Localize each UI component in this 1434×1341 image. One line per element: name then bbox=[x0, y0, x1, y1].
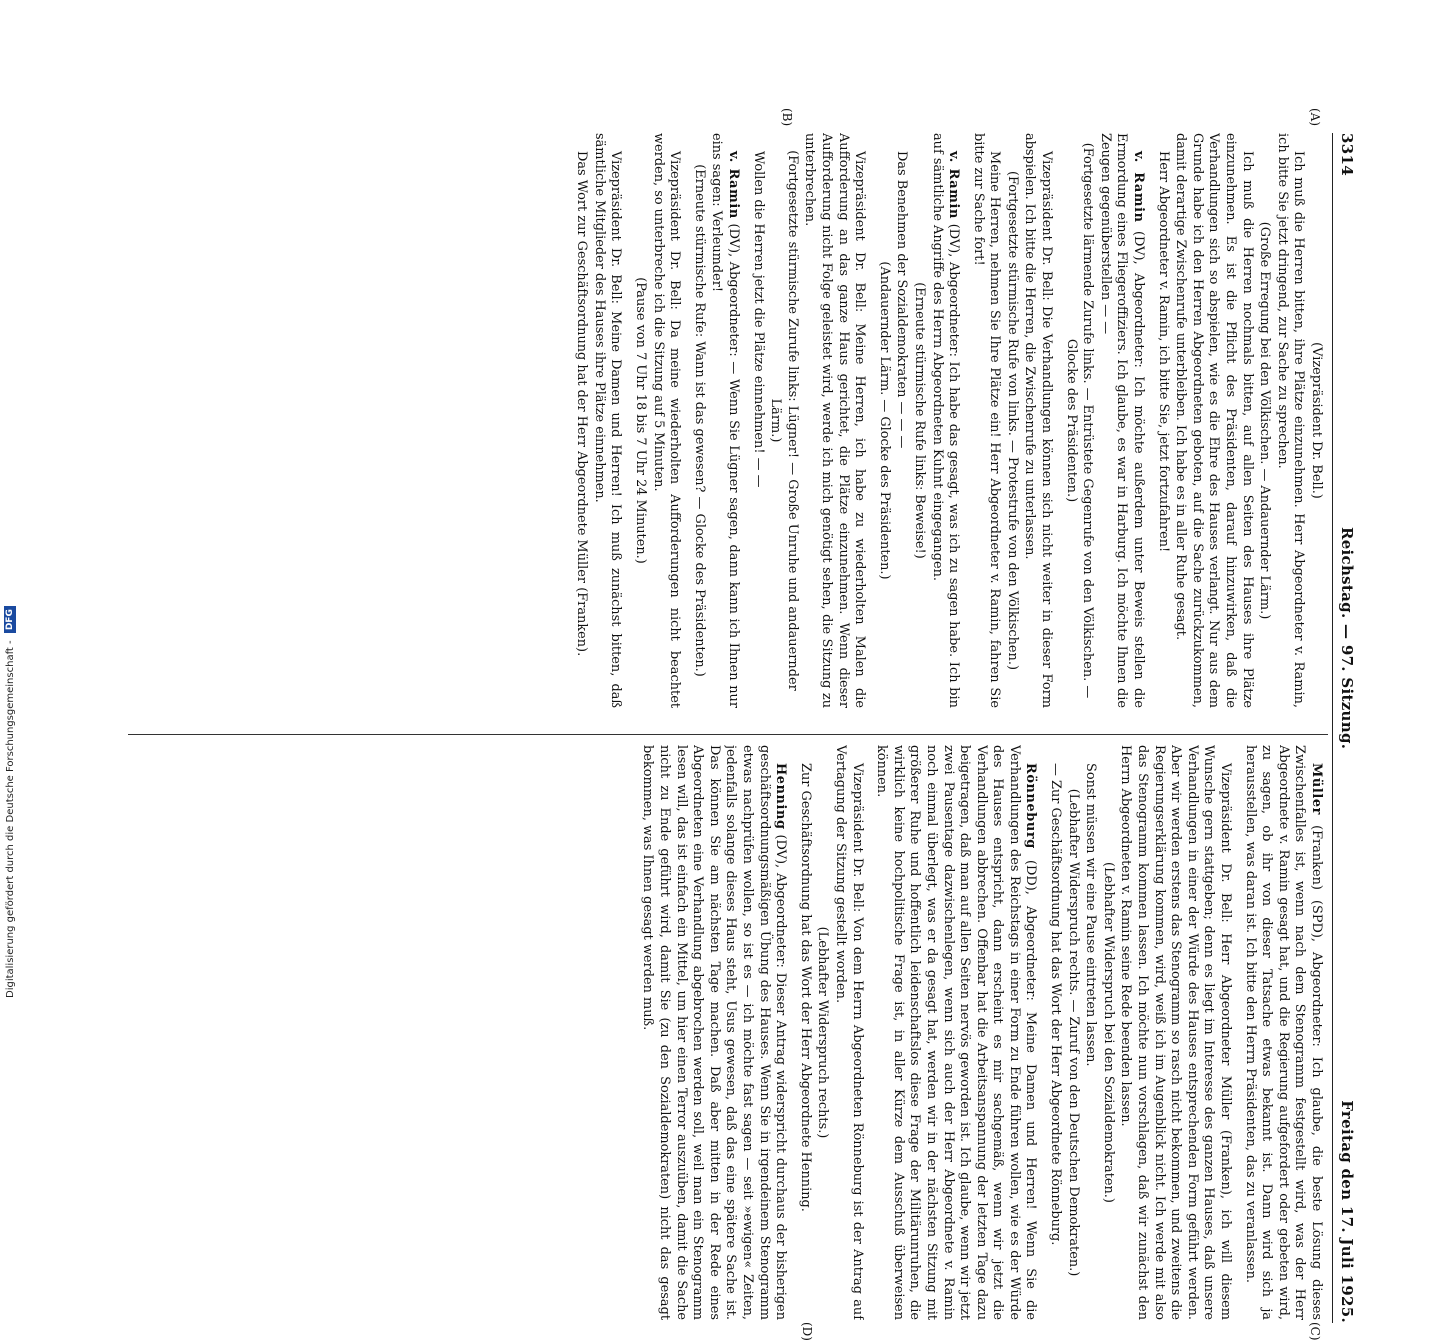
paragraph bbox=[1062, 133, 1095, 708]
paragraph bbox=[1307, 133, 1324, 708]
paragraph-text: Vizepräsident Dr. Bell: Die Verhandlungen können sich nicht weiter in dieser Form abspielen. Ich bitte die Herren, die Zwischenrufe zu unterlassen. bbox=[1022, 133, 1055, 708]
dfg-logo: DFG bbox=[4, 606, 16, 633]
margin-marker-d: (D) bbox=[800, 1322, 814, 1341]
paragraph bbox=[928, 133, 961, 708]
paragraph bbox=[1047, 745, 1064, 1320]
margin-marker-a: (A) bbox=[1308, 108, 1322, 127]
speaker-name: v. Ramin bbox=[946, 151, 962, 219]
paragraph-text: Ich muß die Herren nochmals bitten, auf allen Seiten des Hauses ihre Plätze einzunehmen. Es ist die Pflicht des Präsidenten, darauf hinzuwirken, daß die Verhandlungen sich so abspielen, wie es die Ehre des Hauses verlangt. Nur aus dem Grunde habe ich den Herren Abgeordneten geboten, auf die Sache zurückzukommen, damit derartige Zwischenrufe unterbleiben. Ich habe es in aller Ruhe gesagt. bbox=[1173, 133, 1255, 708]
paragraph bbox=[1117, 745, 1233, 1320]
paragraph-text: (Vizepräsident Dr. Bell.) bbox=[1309, 342, 1324, 499]
digitization-credit bbox=[4, 0, 16, 998]
paragraph bbox=[831, 745, 864, 1320]
paragraph-text: Vizepräsident Dr. Bell: Da meine wiederholten Aufforderungen nicht beachtet werden, so unterbreche ich die Sitzung auf 5 Minuten. bbox=[650, 133, 683, 708]
paragraph-text: (Lebhafter Widerspruch bei den Sozialdemokraten.) bbox=[1100, 862, 1116, 1203]
paragraph-text: Meine Herren, nehmen Sie Ihre Plätze ein! Herr Abgeordneter v. Ramin, fahren Sie bitte zur Sache fort! bbox=[970, 133, 1003, 708]
paragraph-text: (DV), Abgeordneter: — Wenn Sie Lügner sagen, dann kann ich Ihnen nur eins sagen: Verleumder! bbox=[709, 133, 741, 708]
left-column bbox=[164, 133, 1324, 708]
paragraph-text: (Andauernder Lärm. — Glocke des Präsidenten.) bbox=[876, 261, 892, 580]
speaker-name: Müller bbox=[1309, 763, 1324, 816]
paragraph-text: (Franken) (SPD), Abgeordneter: Ich glaube, die beste Lösung dieses Zwischenfalles ist, wenn nach dem Stenogramm festgestellt wird, was der Herr Abgeordnete v. Ramin gesagt hat, und die Regierung aufgefordert oder gebeten wird, zu sagen, ob ihr von dieser Tatsache etwas bekannt ist. Dann wird sich ja herausstellen, was daran ist. Ich bitte den Herrn Präsidenten, das zu veranlassen. bbox=[1242, 745, 1324, 1320]
paragraph-text: Zur Geschäftsordnung hat das Wort der Herr Abgeordnete Henning. bbox=[797, 763, 813, 1212]
paragraph-text: (Erneute stürmische Rufe: Wann ist das gewesen? — Glocke des Präsidenten.) bbox=[691, 164, 707, 677]
session-title: Reichstag. — 97. Sitzung. bbox=[1338, 526, 1356, 750]
paragraph-text: (Fortgesetzte stürmische Rufe von links. — Protestrufe von den Völkischen.) bbox=[1004, 171, 1020, 670]
paragraph-text: (DV), Abgeordneter: Ich möchte außerdem unter Beweis stellen die Ermordung eines Fliegeroffiziers. Ich glaube, es war in Harburg. Ich möchte Ihnen die Zeugen gegenüberstellen — — bbox=[1097, 133, 1147, 708]
paragraph-text: Vizepräsident Dr. Bell: Von dem Herrn Abgeordneten Rönneburg ist der Antrag auf Vertagung der Sitzung gestellt worden. bbox=[832, 745, 865, 1320]
paragraph-text: Ich muß die Herren bitten, ihre Plätze einzunehmen. Herr Abgeordneter v. Ramin, ich bitte Sie jetzt dringend, zur Sache zu sprechen. bbox=[1274, 133, 1307, 708]
speaker-name: Rönneburg bbox=[1023, 763, 1039, 849]
margin-marker-c: (C) bbox=[1308, 1322, 1322, 1341]
paragraph bbox=[1064, 745, 1081, 1320]
paragraph-text: Wollen die Herren jetzt die Plätze einnehmen! — — bbox=[750, 151, 766, 488]
speaker-name: v. Ramin bbox=[1131, 151, 1147, 223]
paragraph bbox=[1082, 745, 1099, 1320]
paragraph bbox=[749, 133, 766, 708]
paragraph bbox=[1241, 745, 1324, 1320]
paragraph bbox=[1003, 133, 1020, 708]
paragraph bbox=[1099, 745, 1116, 1320]
paragraph-text: Herr Abgeordneter v. Ramin, ich bitte Sie, jetzt fortzufahren! bbox=[1155, 151, 1171, 553]
credit-text: Digitalisierung gefördert durch die Deutsche Forschungsgemeinschaft - bbox=[5, 640, 16, 998]
paragraph-text: Sonst müssen wir eine Pause eintreten lassen. bbox=[1083, 763, 1099, 1067]
paragraph bbox=[1021, 133, 1054, 708]
paragraph bbox=[873, 745, 1039, 1320]
paragraph bbox=[590, 133, 623, 708]
paragraph bbox=[893, 133, 910, 708]
paragraph-text: (DD), Abgeordneter: Meine Damen und Herren! Wenn Sie die Verhandlungen des Reichstags in einer Form zu Ende führen wollen, wie es der Würde des Hauses entspricht, dann erscheint es mir sachgemäß, wenn wir jetzt die Verhandlungen abbrechen. Offenbar hat die Arbeitsanspannung der letzten Tage dazu beigetragen, daß man auf allen Seiten nervös geworden ist. Ich glaube, wenn wir jetzt zwei Pausentage dazwischenlegen, wenn sich auch der Herr Abgeordnete v. Ramin noch einmal überlegt, was er da gesagt hat, werden wir in der nächsten Sitzung mit größerer Ruhe und hoffentlich leidenschaftslos diese Frage der Militärunruhen, die wirklich keine hochpolitische Frage ist, in aller Kürze dem Ausschuß überweisen können. bbox=[874, 745, 1039, 1320]
paragraph bbox=[875, 133, 892, 708]
paragraph bbox=[1172, 133, 1255, 708]
paragraph-text: — Zur Geschäftsordnung hat das Wort der Herr Abgeordnete Rönneburg. bbox=[1048, 763, 1064, 1246]
paragraph bbox=[1273, 133, 1306, 708]
paragraph bbox=[1096, 133, 1146, 708]
paragraph-text: Das Benehmen der Sozialdemokraten — — — bbox=[894, 151, 910, 449]
paragraph bbox=[1154, 133, 1171, 708]
paragraph bbox=[767, 133, 800, 708]
paragraph-text: Vizepräsident Dr. Bell: Meine Damen und Herren! Ich muß zunächst bitten, daß sämtliche Mitglieder des Hauses ihre Plätze einnehmen. bbox=[591, 133, 624, 708]
paragraph-text: (Lebhafter Widerspruch rechts. — Zuruf von den Deutschen Demokraten.) bbox=[1065, 788, 1081, 1277]
paragraph bbox=[1256, 133, 1273, 708]
paragraph-text: (DV), Abgeordneter: Dieser Antrag widerspricht durchaus der bisherigen geschäftsordnungsmäßigen Übung des Hauses. Wenn Sie in irgendeinem Stenogramm etwas nachprüfen wollen, so ist es — ich möchte fast sagen — seit »ewigen« Zeiten, jedenfalls solange dieses Haus steht, Usus gewesen, daß das eine spätere Sache ist. Das können Sie am nächsten Tage machen. Daß aber mitten in der Rede eines Abgeordneten eine Verhandlung abgebrochen werden soll, weil man ein Stenogramm lesen will, das ist einfach ein Mittel, um hier einen Terror auszuüben, damit die Sache nicht zu Ende geführt wird, damit Sie (zu den Sozialdemokraten) nicht das gesagt bekommen, was Ihnen gesagt werden muß. bbox=[640, 745, 789, 1320]
paragraph bbox=[708, 133, 741, 708]
paragraph bbox=[573, 133, 590, 708]
paragraph-text: (Fortgesetzte stürmische Zurufe links: Lügner! — Große Unruhe und andauernder Lärm.) bbox=[768, 150, 800, 691]
column-divider bbox=[128, 734, 1328, 735]
session-date: Freitag den 17. Juli 1925. bbox=[1338, 1100, 1356, 1323]
paragraph bbox=[969, 133, 1002, 708]
paragraph bbox=[631, 133, 648, 708]
paragraph bbox=[814, 745, 831, 1320]
paragraph bbox=[639, 745, 788, 1320]
paragraph-text: (Lebhafter Widerspruch rechts.) bbox=[815, 926, 831, 1139]
paragraph bbox=[910, 133, 927, 708]
paragraph-text: (Große Erregung bei den Völkischen. — Andauernder Lärm.) bbox=[1257, 221, 1273, 620]
speaker-name: v. Ramin bbox=[726, 151, 741, 219]
paragraph-text: (DV), Abgeordneter: Ich habe das gesagt, was ich zu sagen habe. Ich bin auf sämtliche Angriffe des Herrn Abgeordneten Kuhnt eingegangen. bbox=[929, 133, 962, 708]
speaker-name: Henning bbox=[773, 763, 789, 830]
right-column bbox=[164, 745, 1324, 1320]
page-number: 3314 bbox=[1338, 133, 1356, 176]
paragraph bbox=[690, 133, 707, 708]
paragraph-text: (Erneute stürmische Rufe links: Beweise!) bbox=[911, 282, 927, 559]
page-header bbox=[1332, 133, 1356, 1323]
margin-marker-b: (B) bbox=[780, 108, 794, 127]
paragraph-text: Vizepräsident Dr. Bell: Meine Herren, ich habe zu wiederholten Malen die Aufforderung an das ganze Haus gerichtet, die Plätze einzunehmen. Wenn dieser Aufforderung nicht Folge geleistet wird, werde ich mich genötigt sehen, die Sitzung zu unterbrechen. bbox=[802, 133, 868, 708]
paragraph-text: (Fortgesetzte lärmende Zurufe links. — Entrüstete Gegenrufe von den Völkischen. — Glocke des Präsidenten.) bbox=[1063, 142, 1096, 699]
paragraph-text: Vizepräsident Dr. Bell: Herr Abgeordneter Müller (Franken), ich will diesem Wunsche gern stattgeben; denn es liegt im Interesse des ganzen Hauses, daß unsere Verhandlungen in einer der Würde des Hauses entsprechenden Form geführt werden. Aber wir werden erstens das Stenogramm so rasch nicht bekommen, und zweitens die Regierungserklärung kommen, wird, weiß ich im Augenblick nicht. Ich werde mit also das Stenogramm kommen lassen. Ich möchte nun vorschlagen, daß wir zunächst den Herrn Abgeordneten v. Ramin seine Rede beenden lassen. bbox=[1118, 745, 1234, 1320]
paragraph bbox=[801, 133, 867, 708]
paragraph bbox=[649, 133, 682, 708]
paragraph-text: Das Wort zur Geschäftsordnung hat der Herr Abgeordnete Müller (Franken). bbox=[574, 151, 590, 657]
paragraph-text: (Pause von 7 Uhr 18 bis 7 Uhr 24 Minuten.) bbox=[633, 277, 649, 564]
paragraph bbox=[796, 745, 813, 1320]
